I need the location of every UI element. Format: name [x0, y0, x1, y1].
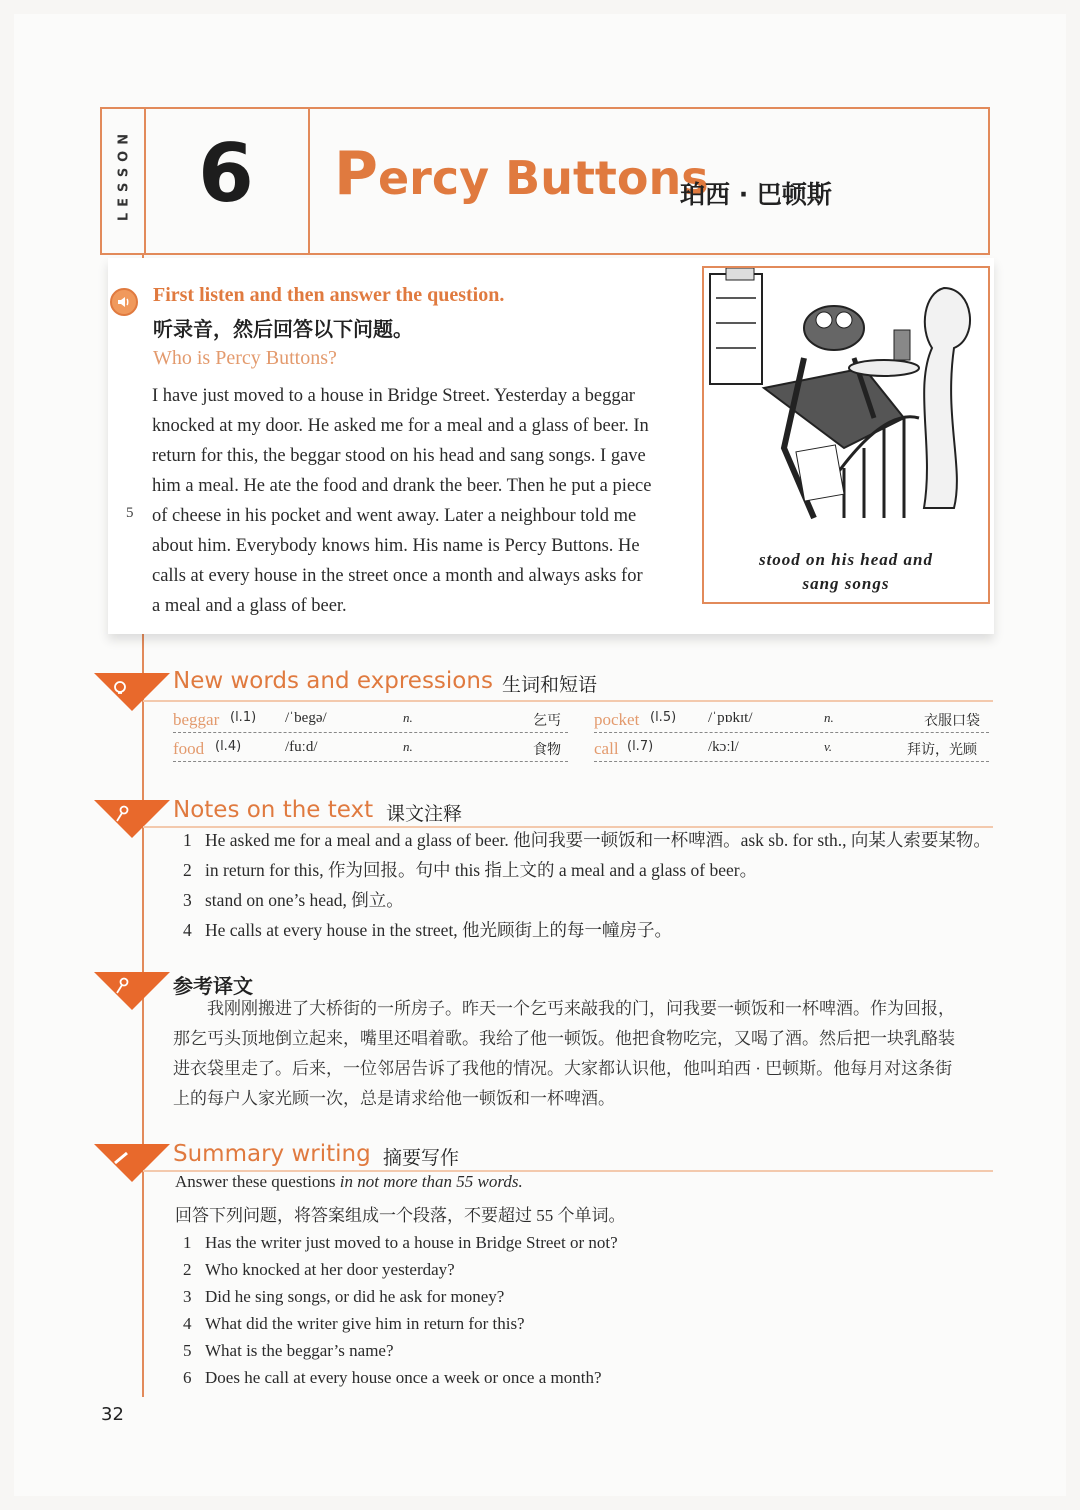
caption-line: stood on his head and [758, 550, 934, 569]
word-phonetic: /kɔːl/ [708, 739, 739, 755]
caption-line: sang songs [802, 574, 890, 593]
audio-speaker-icon[interactable] [110, 288, 138, 316]
words-title-cn: 生词和短语 [502, 674, 598, 696]
word-meaning: 衣服口袋 [924, 713, 980, 729]
word: pocket [594, 710, 640, 729]
note-text: in return for this, 作为回报。句中 this 指上文的 a meal and a glass of beer。 [205, 860, 758, 880]
word-phonetic: /ˈbegə/ [285, 710, 327, 726]
line-number-marker: 5 [126, 505, 134, 521]
page-number: 32 [101, 1404, 124, 1425]
word-pos: v. [824, 739, 833, 754]
pencil-icon [112, 1148, 132, 1168]
translation-line: 那乞丐头顶地倒立起来，嘴里还唱着歌。我给了他一顿饭。他把食物吃完，又喝了酒。然后把一块乳酪装 [173, 1029, 955, 1048]
summary-question [183, 1341, 394, 1361]
passage-line: about him. Everybody knows him. His name is Percy Buttons. He [152, 536, 640, 556]
word-entry [594, 735, 989, 762]
word-entry [173, 706, 568, 733]
note-number: 3 [183, 890, 192, 910]
note-item [183, 887, 404, 912]
title-rest: ercy Buttons [377, 151, 709, 205]
instruction-italic: in not more than 55 words. [339, 1172, 523, 1191]
word-pos: n. [824, 710, 834, 725]
word-meaning: 乞丐 [533, 713, 561, 729]
summary-question [183, 1287, 504, 1307]
question-number: 6 [183, 1368, 192, 1387]
beggar-handstand-illustration [704, 268, 988, 538]
summary-question [183, 1233, 618, 1253]
passage-line: return for this, the beggar stood on his head and sang songs. I gave [152, 446, 646, 466]
note-number: 1 [183, 830, 192, 850]
summary-title-cn: 摘要写作 [383, 1147, 460, 1169]
word: call [594, 739, 619, 758]
summary-instruction [175, 1172, 523, 1192]
passage-line: calls at every house in the street once a month and always asks for [152, 566, 643, 586]
question-text: Does he call at every house once a week or once a month? [205, 1368, 602, 1387]
section-marker [94, 1144, 170, 1182]
word-line-ref: (l.4) [215, 739, 242, 754]
summary-question [183, 1368, 602, 1388]
question-number: 1 [183, 1233, 192, 1252]
summary-question [183, 1260, 455, 1280]
note-text: He calls at every house in the street, 他光顾街上的每一幢房子。 [205, 920, 673, 940]
question-number: 3 [183, 1287, 192, 1306]
question-number: 4 [183, 1314, 192, 1333]
summary-question [183, 1314, 525, 1334]
word: food [173, 739, 205, 758]
lesson-number: 6 [198, 127, 254, 220]
illustration-caption [704, 548, 988, 596]
word-line-ref: (l.1) [230, 710, 257, 725]
instruction-plain: Answer these questions [175, 1172, 340, 1191]
question-text: What did the writer give him in return for this? [205, 1314, 525, 1333]
summary-title: Summary writing [173, 1141, 371, 1167]
passage-line: a meal and a glass of beer. [152, 596, 347, 616]
passage-line: of cheese in his pocket and went away. Later a neighbour told me [152, 506, 637, 526]
translation-line: 我刚刚搬进了大桥街的一所房子。昨天一个乞丐来敲我的门，问我要一顿饭和一杯啤酒。作为回报， [173, 999, 955, 1018]
note-item [183, 827, 991, 852]
lesson-header [100, 107, 990, 255]
word-phonetic: /ˈpɒkɪt/ [708, 710, 753, 726]
translation-title: 参考译文 [173, 974, 253, 998]
question-number: 2 [183, 1260, 192, 1279]
lesson-side-box [102, 109, 146, 253]
lesson-side-label: LESSON [116, 127, 132, 222]
lesson-title-cn: 珀西 · 巴顿斯 [680, 180, 832, 209]
word-line-ref: (l.5) [650, 710, 677, 725]
word-meaning: 食物 [533, 742, 561, 758]
passage-line: him a meal. He ate the food and drank the beer. Then he put a piece [152, 476, 652, 496]
title-initial: P [334, 139, 378, 209]
summary-instruction-cn: 回答下列问题，将答案组成一个段落，不要超过 55 个单词。 [175, 1206, 626, 1225]
question-text: What is the beggar’s name? [205, 1341, 394, 1360]
translation-line: 进衣袋里走了。后来，一位邻居告诉了我他的情况。大家都认识他，他叫珀西 · 巴顿斯。他每月对这条街 [173, 1059, 953, 1078]
question-text: Has the writer just moved to a house in Bridge Street or not? [205, 1233, 618, 1252]
note-item [183, 857, 757, 882]
passage-line: knocked at my door. He asked me for a meal and a glass of beer. In [152, 416, 649, 436]
word-entry [173, 735, 568, 762]
word-line-ref: (l.7) [627, 739, 654, 754]
word: beggar [173, 710, 220, 729]
translation-text [173, 994, 997, 1114]
lightbulb-icon [110, 678, 130, 698]
word-phonetic: /fuːd/ [285, 739, 318, 755]
words-title: New words and expressions [173, 668, 493, 694]
reading-passage [152, 381, 682, 621]
question-text: Who knocked at her door yesterday? [205, 1260, 455, 1279]
lesson-title [334, 139, 709, 209]
question-text: Did he sing songs, or did he ask for money? [205, 1287, 505, 1306]
lesson-illustration [702, 266, 990, 604]
notes-title-cn: 课文注释 [386, 803, 463, 825]
word-pos: n. [403, 710, 413, 725]
translation-line: 上的每户人家光顾一次，总是请求给他一顿饭和一杯啤酒。 [173, 1089, 615, 1108]
key-icon [112, 804, 132, 824]
section-marker [94, 800, 170, 838]
word-pos: n. [403, 739, 413, 754]
instruction-en: First listen and then answer the question. [153, 284, 505, 306]
word-entry [594, 706, 989, 733]
key-icon [112, 976, 132, 996]
instruction-cn: 听录音，然后回答以下问题。 [153, 317, 413, 341]
note-item [183, 917, 672, 942]
note-number: 4 [183, 920, 192, 940]
note-number: 2 [183, 860, 192, 880]
note-text: stand on one’s head, 倒立。 [205, 890, 404, 910]
word-meaning: 拜访，光顾 [907, 742, 977, 758]
passage-line: I have just moved to a house in Bridge Street. Yesterday a beggar [152, 386, 635, 406]
section-marker [94, 673, 170, 711]
lesson-number-box [144, 109, 310, 253]
question-number: 5 [183, 1341, 192, 1360]
section-marker [94, 972, 170, 1010]
note-text: He asked me for a meal and a glass of beer. 他问我要一顿饭和一杯啤酒。ask sb. for sth., 向某人索要某物。 [205, 830, 991, 850]
notes-title: Notes on the text [173, 797, 374, 823]
listening-question: Who is Percy Buttons? [153, 347, 337, 369]
section-rule [143, 700, 993, 702]
